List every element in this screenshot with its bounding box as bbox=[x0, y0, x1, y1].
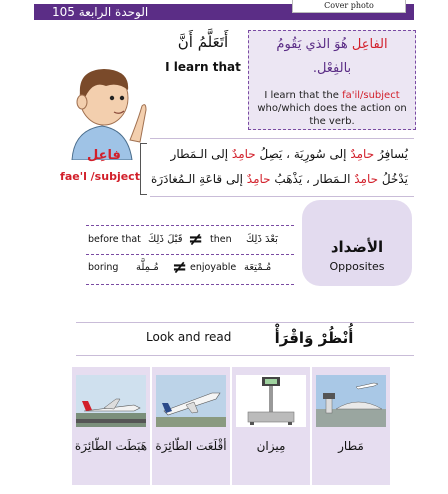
definition-english-start: I learn that the bbox=[264, 90, 343, 101]
definition-arabic-line1 bbox=[249, 37, 415, 52]
sentence-part: إلى الـمَطار bbox=[170, 147, 232, 161]
look-and-read-english: Look and read bbox=[146, 330, 232, 344]
picture-card bbox=[72, 367, 150, 485]
card-caption: مَطار bbox=[338, 439, 364, 453]
divider bbox=[150, 196, 414, 197]
look-and-read-arabic: أُنْظُرْ وَاقْرَأْ bbox=[274, 329, 354, 347]
sentence-part: يُسافِرُ bbox=[374, 147, 408, 161]
boy-thinking-illustration bbox=[62, 60, 152, 160]
opposites-title-english: Opposites bbox=[329, 260, 385, 273]
opposite-english-right: enjoyable bbox=[190, 262, 237, 273]
row-divider bbox=[86, 254, 294, 255]
opposites-row bbox=[86, 256, 294, 282]
subject-word: حامِدٌ bbox=[231, 147, 256, 161]
subject-label-arabic: فاعِل bbox=[87, 148, 121, 163]
bracket bbox=[140, 143, 147, 195]
learn-heading-english: I learn that bbox=[165, 60, 241, 74]
opposites-row bbox=[86, 228, 294, 254]
opposite-arabic-left: مُـمِلَّة bbox=[136, 262, 159, 273]
faail-highlight: الفاعِل bbox=[351, 37, 388, 52]
subject-label-english: fae'l /subject bbox=[60, 170, 140, 183]
airport-icon bbox=[316, 375, 386, 427]
sentence-part: الـمَطار ، يَذْهَبُ bbox=[270, 172, 355, 186]
opposites-panel bbox=[302, 200, 412, 286]
picture-card bbox=[232, 367, 310, 485]
plane-landing-icon bbox=[76, 375, 146, 427]
picture-card bbox=[152, 367, 230, 485]
subject-word: حامِدٌ bbox=[350, 147, 375, 161]
unit-title: الوحدة الرابعة 105 bbox=[52, 5, 149, 19]
look-and-read-bar bbox=[76, 322, 414, 356]
example-sentence-2 bbox=[150, 172, 408, 186]
definition-arabic-line2: بالفِعْل. bbox=[312, 61, 352, 76]
example-sentence-1 bbox=[150, 147, 408, 161]
picture-card bbox=[312, 367, 390, 485]
opposite-arabic-right: مُـمْتِعَة bbox=[244, 262, 272, 273]
learn-heading-arabic: أَتَعَلَّمُ أَنَّ bbox=[177, 33, 229, 51]
plane-takeoff-icon bbox=[156, 375, 226, 427]
definition-english-highlight: fa'il/subject bbox=[342, 90, 400, 101]
subject-word: حامِدٌ bbox=[246, 172, 271, 186]
sentence-part: يَدْخُلُ bbox=[378, 172, 408, 186]
sentence-part: إلى قاعَةِ الـمُغادَرَة bbox=[151, 172, 247, 186]
opposite-english-right: then bbox=[210, 234, 232, 245]
card-caption: أقْلَعَت الطّائِرَة bbox=[155, 439, 227, 453]
opposite-english-left: boring bbox=[88, 262, 119, 273]
not-equal-icon: ≠ bbox=[172, 257, 188, 278]
divider bbox=[150, 138, 414, 139]
card-caption: هَبَطَت الطّائِرَة bbox=[74, 439, 148, 453]
opposite-english-left: before that bbox=[88, 234, 141, 245]
not-equal-icon: ≠ bbox=[188, 229, 204, 250]
opposite-arabic-right: بَعْدَ ذَلِكَ bbox=[246, 234, 278, 245]
definition-box bbox=[248, 30, 416, 130]
definition-english-end: who/which does the action on the verb. bbox=[257, 103, 407, 127]
cover-photo-label: Cover photo bbox=[292, 0, 406, 13]
page-header bbox=[0, 0, 448, 22]
definition-arabic-text: هُوَ الذي يَقُومُ bbox=[276, 37, 352, 52]
opposites-table bbox=[86, 225, 294, 285]
subject-word: حامِدٌ bbox=[354, 172, 379, 186]
sentence-part: إلى سُورِيَة ، يَصِلُ bbox=[255, 147, 351, 161]
opposite-arabic-left: قَبْلَ ذَلِكَ bbox=[148, 234, 183, 245]
definition-english bbox=[253, 89, 411, 128]
luggage-scale-icon bbox=[236, 375, 306, 427]
card-caption: مِيزان bbox=[256, 439, 286, 453]
opposites-title-arabic: الأضداد bbox=[330, 238, 384, 256]
